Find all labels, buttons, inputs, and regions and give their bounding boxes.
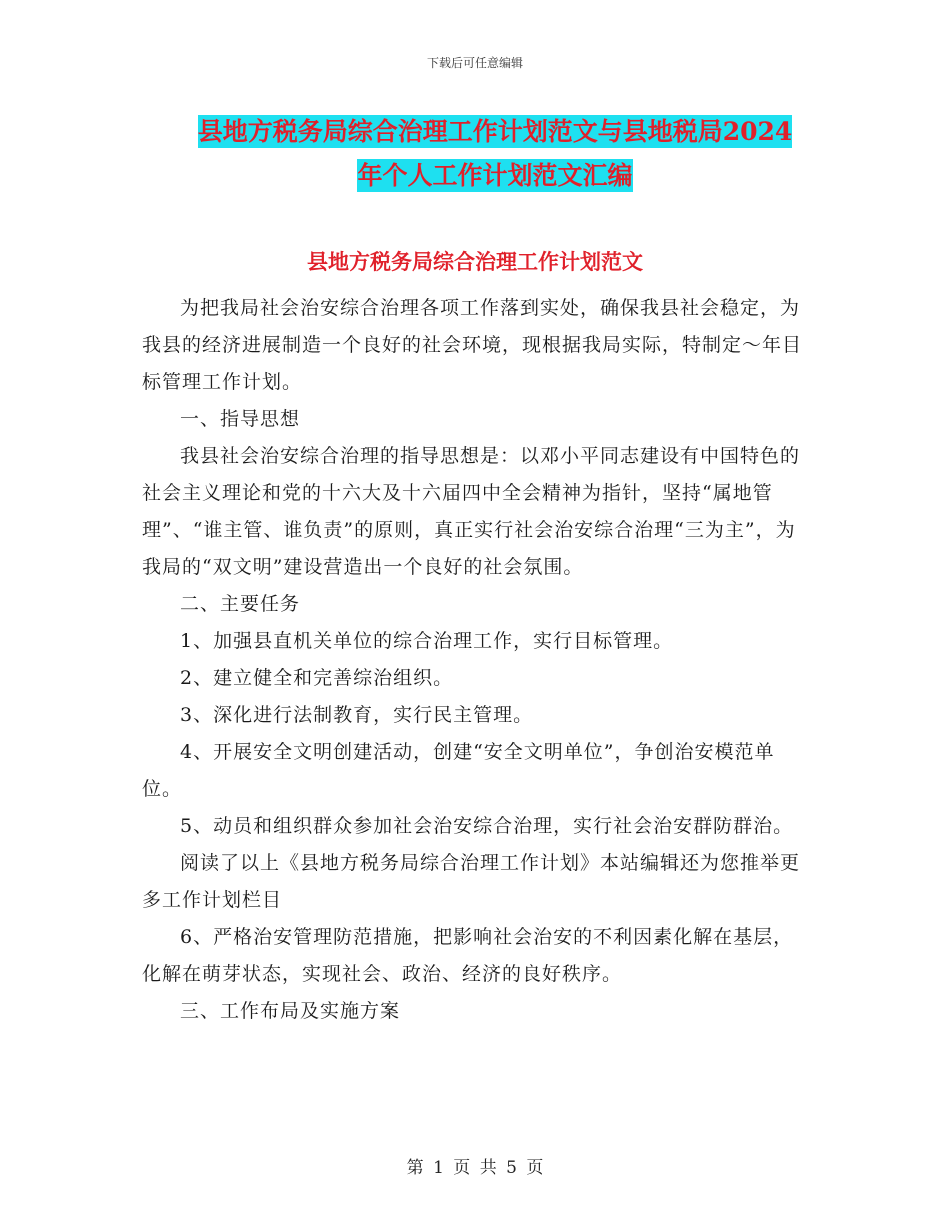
document-body — [142, 290, 802, 1030]
page-footer: 第 1 页 共 5 页 — [406, 1158, 544, 1178]
task-item-4: 4、开展安全文明创建活动，创建“安全文明单位”，争创治安模范单位。 — [142, 741, 775, 800]
task-item-5: 5、动员和组织群众参加社会治安综合治理，实行社会治安群防群治。 — [180, 815, 794, 837]
heading-main-tasks: 二、主要任务 — [180, 593, 301, 615]
header-note: 下载后可任意编辑 — [426, 56, 523, 70]
paragraph-editor-note: 阅读了以上《县地方税务局综合治理工作计划》本站编辑还为您推举更多工作计划栏目 — [142, 852, 801, 911]
paragraph-intro: 为把我局社会治安综合治理各项工作落到实处，确保我县社会稳定，为我县的经济进展制造一个良好的社会环境，现根据我局实际，特制定～年目标管理工作计划。 — [142, 297, 803, 393]
task-item-2: 2、建立健全和完善综治组织。 — [180, 667, 454, 689]
task-item-3: 3、深化进行法制教育，实行民主管理。 — [180, 704, 534, 726]
heading-work-layout: 三、工作布局及实施方案 — [180, 1000, 401, 1022]
section-title: 县地方税务局综合治理工作计划范文 — [307, 249, 643, 274]
task-item-1: 1、加强县直机关单位的综合治理工作，实行目标管理。 — [180, 630, 674, 652]
document-title — [150, 110, 840, 198]
document-title-line1: 县地方税务局综合治理工作计划范文与县地税局2024 — [197, 117, 793, 146]
task-item-6: 6、严格治安管理防范措施，把影响社会治安的不利因素化解在基层，化解在萌芽状态，实现社会、政治、经济的良好秩序。 — [142, 926, 794, 985]
document-title-line2: 年个人工作计划范文汇编 — [357, 161, 633, 190]
heading-guiding-ideology: 一、指导思想 — [180, 408, 301, 430]
paragraph-guiding-ideology: 我县社会治安综合治理的指导思想是：以邓小平同志建设有中国特色的社会主义理论和党的十六大及十六届四中全会精神为指针，坚持“属地管理”、“谁主管、谁负责”的原则，真正实行社会治安综合治理“三为主”，为我局的“双文明”建设营造出一个良好的社会氛围。 — [142, 445, 801, 578]
